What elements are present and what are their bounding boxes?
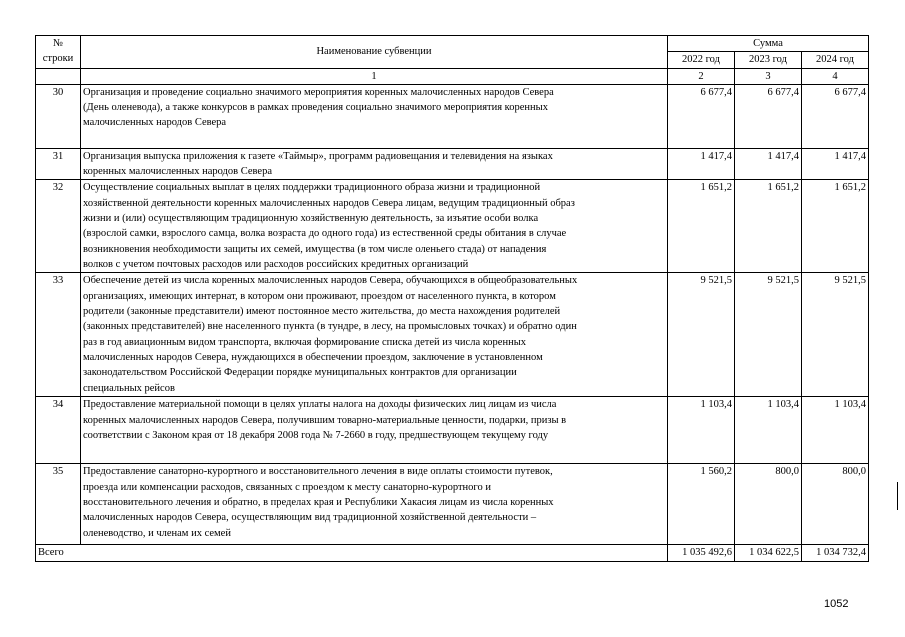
year-2023-header: 2023 год [735,52,802,68]
name-line: возникновения необходимости защиты их семей, имущества (в том числе оленьего стада) от нападения [83,243,547,255]
amount-2024: 9 521,5 [802,273,869,397]
row-number-header-line1: № [52,38,64,49]
amount-2024: 1 417,4 [802,148,869,180]
table-row [36,84,869,148]
row-number: 30 [36,84,81,148]
amount-2023: 1 417,4 [735,148,802,180]
name-line: Осуществление социальных выплат в целях поддержки традиционного образа жизни и традиционной [83,182,541,194]
scan-margin-mark [897,482,898,510]
amount-2023: 1 651,2 [735,180,802,273]
name-line: Предоставление материальной помощи в целях уплаты налога на доходы физических лиц лицам из числа [83,399,557,411]
total-2022: 1 035 492,6 [668,545,735,561]
subvention-name [81,464,668,545]
index-cell-4: 4 [802,68,869,84]
amount-2022: 1 560,2 [668,464,735,545]
name-line: коренных малочисленных народов Севера [83,166,272,178]
index-row [36,68,869,84]
amount-2022: 1 417,4 [668,148,735,180]
row-number: 33 [36,273,81,397]
subvention-name [81,180,668,273]
amount-2024: 800,0 [802,464,869,545]
row-number: 35 [36,464,81,545]
name-line: восстановительного лечения и обратно, в пределах края и Республики Хакасия лицам из числа коренных [83,497,554,509]
year-2024-header: 2024 год [802,52,869,68]
amount-2022: 9 521,5 [668,273,735,397]
name-line: Предоставление санаторно-курортного и восстановительного лечения в виде оплаты стоимости путевок, [83,466,553,478]
subvention-name [81,84,668,148]
row-number: 32 [36,180,81,273]
table-row [36,273,869,397]
name-line: оленеводство, и членам их семей [83,527,231,539]
name-line: малочисленных народов Севера, осуществляющим вид традиционной хозяйственной деятельности – [83,512,537,524]
name-line: малочисленных народов Севера, нуждающихся в обеспечении проездом, заключение в установленном [83,351,543,363]
name-line: Обеспечение детей из числа коренных малочисленных народов Севера, обучающихся в общеобразовательных [83,275,578,287]
subvention-name [81,397,668,464]
name-line: коренных малочисленных народов Севера, получившим товарно-материальные ценности, подарки, призы в [83,414,567,426]
index-cell-2: 2 [668,68,735,84]
name-header: Наименование субвенции [81,36,668,69]
name-line: Организация и проведение социально значимого мероприятия коренных малочисленных народов Севера [83,86,554,98]
name-line: жизни и (или) осуществляющим традиционную хозяйственную деятельность, за изъятие особи волка [83,213,539,225]
amount-2022: 6 677,4 [668,84,735,148]
total-2024: 1 034 732,4 [802,545,869,561]
row-number-header [36,36,81,69]
table-row [36,397,869,464]
total-row [36,545,869,561]
name-line: проезда или компенсации расходов, связанных с проездом к месту санаторно-курортного и [83,481,491,493]
index-cell-empty [36,68,81,84]
amount-2023: 800,0 [735,464,802,545]
subvention-table [35,35,869,562]
subvention-name [81,148,668,180]
amount-2024: 1 651,2 [802,180,869,273]
amount-2024: 1 103,4 [802,397,869,464]
row-number-header-line2: строки [42,53,74,65]
table-row [36,464,869,545]
row-number: 31 [36,148,81,180]
amount-2024: 6 677,4 [802,84,869,148]
name-line: (взрослой самки, взрослого самца, волка возраста до одного года) из естественной среды обитания в случае [83,228,567,240]
name-line: законодательством Российской Федерации порядке муниципальных контрактов для организации [83,367,517,379]
index-cell-1: 1 [81,68,668,84]
name-line: (День оленевода), а также конкурсов в рамках проведения социально значимого мероприятия коренных [83,102,548,114]
sum-header: Сумма [668,36,869,52]
name-line: родители (законные представители) имеют постоянное место жительства, до места нахождения родителей [83,306,561,318]
name-line: волков с учетом почтовых расходов или расходов российских кредитных организаций [83,258,469,270]
amount-2022: 1 103,4 [668,397,735,464]
name-line: соответствии с Законом края от 18 декабря 2008 года № 7-2660 в году, предшествующем текущему году [83,430,549,442]
amount-2022: 1 651,2 [668,180,735,273]
name-line: (законных представителей) вне населенного пункта (в тундре, в лесу, на промысловых точках) и обратно один [83,321,577,333]
year-2022-header: 2022 год [668,52,735,68]
index-cell-3: 3 [735,68,802,84]
name-line: хозяйственной деятельности коренных малочисленных народов Севера лицам, ведущим традиционный образ [83,197,575,209]
total-label: Всего [36,545,668,561]
page-number: 1052 [824,598,849,610]
amount-2023: 9 521,5 [735,273,802,397]
table-row [36,148,869,180]
table-row [36,180,869,273]
amount-2023: 6 677,4 [735,84,802,148]
name-line: малочисленных народов Севера [83,117,227,129]
total-2023: 1 034 622,5 [735,545,802,561]
name-line: Организация выпуска приложения к газете «Таймыр», программ радиовещания и телевидения на языках [83,150,553,162]
name-line: организациях, имеющих интернат, в котором они проживают, проездом от населенного пункта, в котором [83,290,556,302]
amount-2023: 1 103,4 [735,397,802,464]
subvention-name [81,273,668,397]
name-line: раз в год авиационным видом транспорта, включая формирование списка детей из числа коренных [83,336,527,348]
row-number: 34 [36,397,81,464]
name-line: специальных рейсов [83,382,175,394]
header-row-1 [36,36,869,52]
